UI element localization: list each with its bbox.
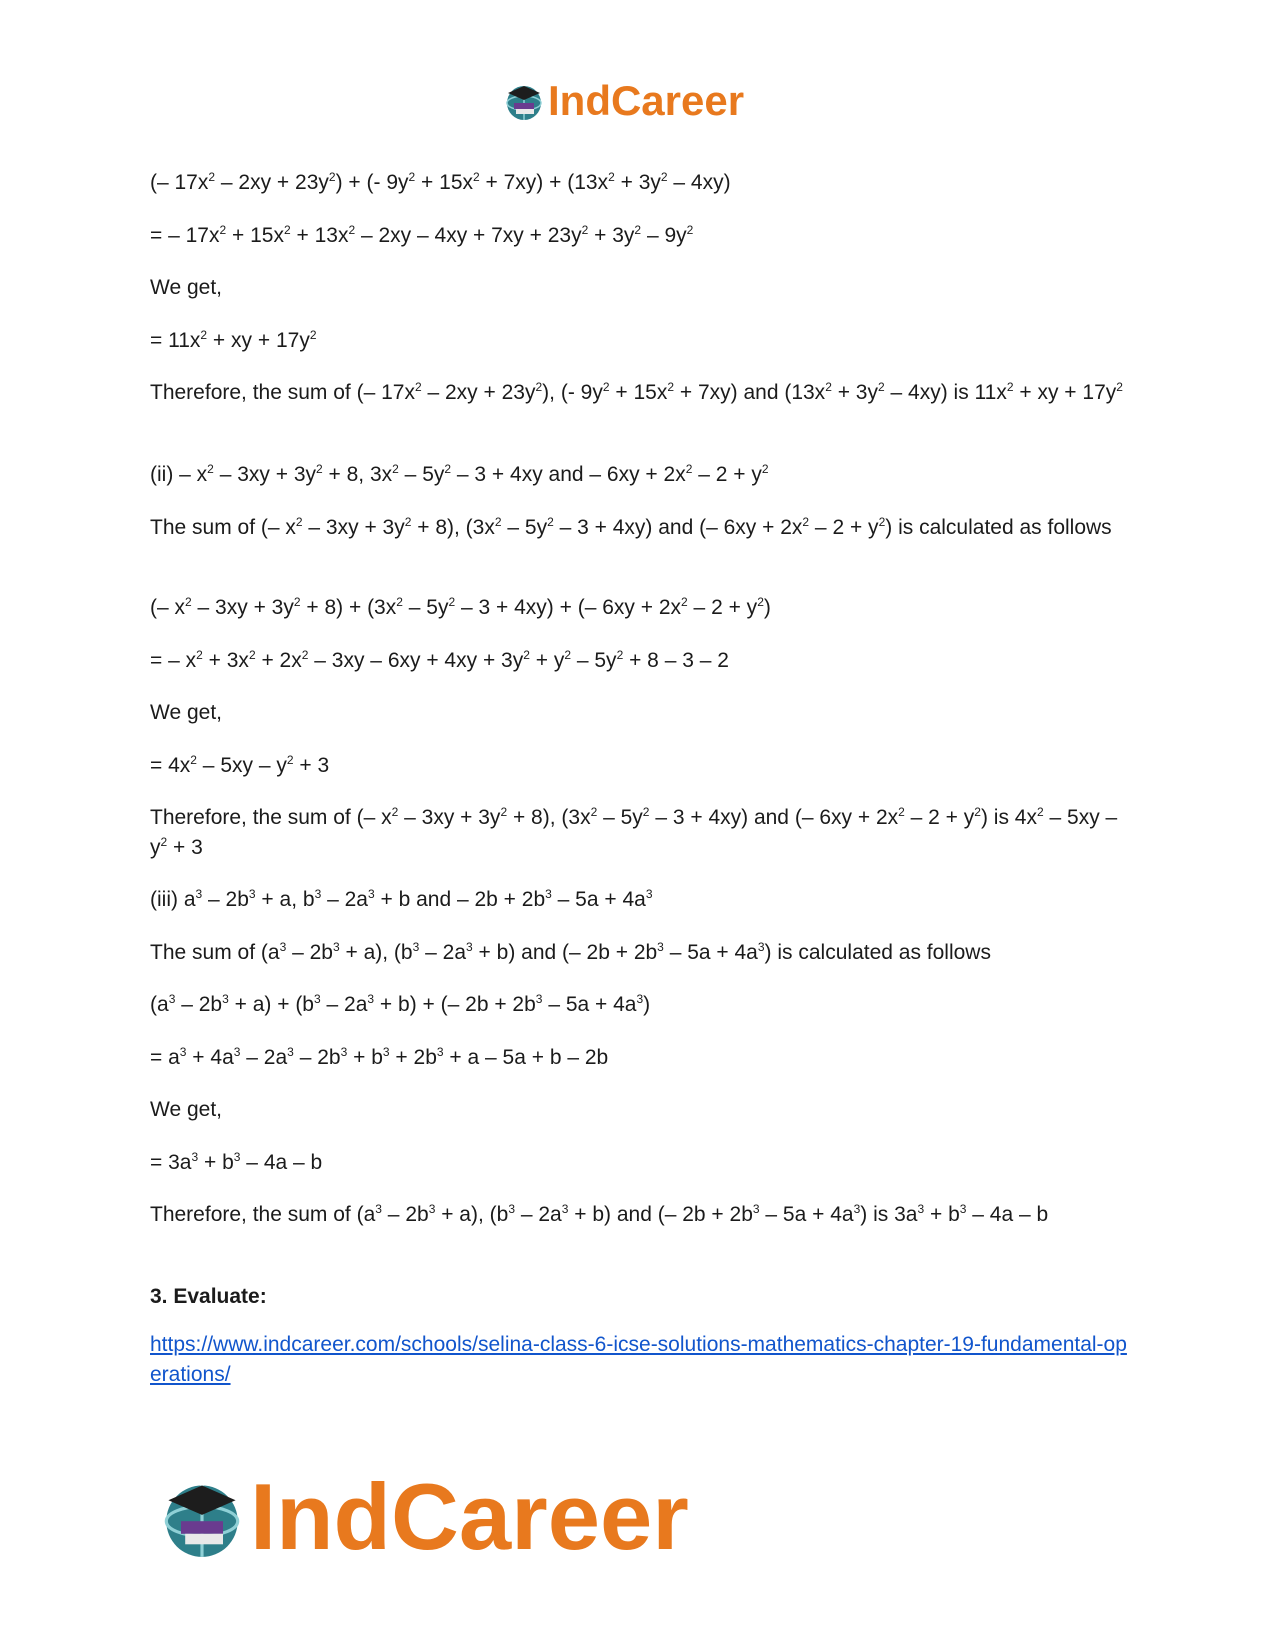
paragraph: Therefore, the sum of (– $x^2 - 3xy + 3y^2 + 8$), $(3x^2 - 5y^2 - 3 + 4xy)$ and (– $6xy + 2x^2 - 2 + y^2$) is $4x^2 - 5xy - y^2 + 3$ <box>150 805 1118 859</box>
globe-graduation-cap-icon <box>504 81 544 121</box>
equation-line: = – $x^2 + 3x^2 + 2x^2 - 3xy - 6xy + 4xy + 3y^2 + y^2 - 5y^2 + 8 - 3 - 2$ <box>150 648 729 672</box>
equation-line: = $3a^3 + b^3 - 4a - b$ <box>150 1150 323 1174</box>
equation-line: (– $x^2 - 3xy + 3y^2 + 8) + (3x^2 - 5y^2 - 3 + 4xy)$ + (– $6xy + 2x^2 - 2 + y^2$) <box>150 595 771 619</box>
paragraph: Therefore, the sum of (– $17x^2 - 2xy + 23y^2$), (- $9y^2 + 15x^2 + 7xy$) and $(13x^2 + 3y^2 - 4xy)$ is $11x^2$ + xy + $17y^2$ <box>150 380 1123 404</box>
footer-logo-text: IndCareer <box>250 1464 689 1569</box>
equation-line: = – $17x^2 + 15x^2 + 13x^2 - 2xy - 4xy + 7xy + 23y^2 + 3y^2 - 9y^2$ <box>150 223 694 247</box>
text-line: We get, <box>150 1098 222 1121</box>
equation-line: = $11x^2$ + xy + $17y^2$ <box>150 328 317 352</box>
question-line: (iii) $a^3 - 2b^3 + a$, $b^3 - 2a^3 + b$ and – $2b + 2b^3 - 5a + 4a^3$ <box>150 887 653 911</box>
question-line: $(ii) - x^2 - 3xy + 3y^2 + 8$, $3x^2 - 5y^2 - 3 + 4xy$ and – $6xy + 2x^2 - 2 + y^2$ <box>150 462 769 486</box>
header-logo-text: IndCareer <box>548 77 745 124</box>
equation-line: (– $17x^2 - 2xy + 23y^2$) + (- $9y^2 + 15x^2 + 7xy) + (13x^2 + 3y^2 - 4xy)$ <box>150 170 731 194</box>
source-link[interactable]: https://www.indcareer.com/schools/selina-class-6-icse-solutions-mathematics-chapter-19-fundamental-operations/ <box>150 1333 1127 1386</box>
globe-graduation-cap-icon <box>160 1475 244 1559</box>
paragraph: The sum of $(a^3 - 2b^3 + a)$, $(b^3 - 2a^3 + b)$ and (– $2b + 2b^3 - 5a + 4a^3$) is calculated as follows <box>150 940 991 964</box>
text-line: We get, <box>150 701 222 724</box>
paragraph: The sum of (– $x^2 - 3xy + 3y^2 + 8$), $(3x^2 - 5y^2 - 3 + 4xy)$ and (– $6xy + 2x^2 - 2 + y^2$) is calculated as follows <box>150 515 1112 539</box>
equation-line: = $4x^2 - 5xy - y^2 + 3$ <box>150 753 330 777</box>
equation-line: = $a^3 + 4a^3 - 2a^3 - 2b^3 + b^3 + 2b^3 + a - 5a + b - 2b$ <box>150 1045 609 1069</box>
paragraph: Therefore, the sum of $(a^3 - 2b^3 + a)$, $(b^3 - 2a^3 + b)$ and (– $2b + 2b^3 - 5a + 4a^3$) is $3a^3 + b^3 - 4a - b$ <box>150 1202 1049 1226</box>
text-line: We get, <box>150 276 222 299</box>
header-logo[interactable] <box>504 77 745 124</box>
section-heading: 3. Evaluate: <box>150 1285 267 1308</box>
equation-line: $(a^3 - 2b^3 + a) + (b^3 - 2a^3 + b)$ + (– $2b + 2b^3 - 5a + 4a^3$) <box>150 992 651 1016</box>
footer-logo[interactable] <box>160 1464 689 1569</box>
